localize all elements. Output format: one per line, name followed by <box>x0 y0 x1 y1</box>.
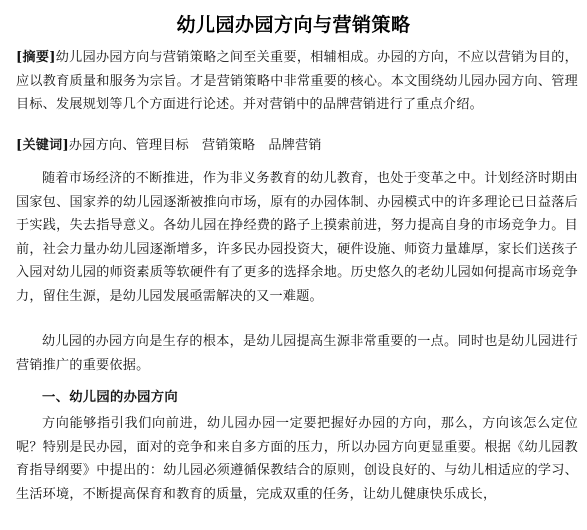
abstract-label: [摘要] <box>16 50 56 65</box>
keywords-label: [关键词] <box>16 138 69 153</box>
keyword-item: 品牌营销 <box>268 138 322 153</box>
document-title: 幼儿园办园方向与营销策略 <box>176 14 411 36</box>
body-paragraph: 幼儿园的办园方向是生存的根本，是幼儿园提高生源非常重要的一点。同时也是幼儿园进行营销推广的重要依据。 <box>16 334 578 373</box>
abstract-paragraph <box>16 46 578 117</box>
body-paragraph: 随着市场经济的不断推进，作为非义务教育的幼儿教育，也处于变革之中。计划经济时期由国家包、国家养的幼儿园逐渐被推向市场，原有的办园体制、办园模式中的许多理论已日益落后于实践，失去指导意义。各幼儿园在挣经费的路子上摸索前进，努力提高自身的市场竞争力。目前，社会力量办幼儿园逐渐增多，许多民办园投资大，硬件设施、师资力量雄厚，家长们送孩子入园对幼儿园的师资素质等软硬件有了更多的选择余地。历史悠久的老幼儿园如何提高市场竞争力，留住生源，是幼儿园发展亟需解决的又一难题。 <box>16 171 578 304</box>
keyword-item: 办园方向、管理目标 <box>68 138 190 153</box>
keyword-item: 营销策略 <box>202 138 256 153</box>
section-body-paragraph: 方向能够指引我们向前进，幼儿园办园一定要把握好办园的方向，那么，方向该怎么定位呢？特别是民办园，面对的竞争和来自多方面的压力，所以办园方向更显重要。根据《幼儿园教育指导纲要》中提出的：幼儿园必须遵循保教结合的原则，创设良好的、与幼儿相适应的学习、生活环境，不断提高保育和教育的质量，完成双重的任务，让幼儿健康快乐成长， <box>16 416 578 502</box>
keywords-line <box>16 134 578 158</box>
section-heading: 一、幼儿园的办园方向 <box>42 390 178 405</box>
abstract-text: 幼儿园办园方向与营销策略之间至关重要，相辅相成。办园的方向，不应以营销为目的，应以教育质量和服务为宗旨。才是营销策略中非常重要的核心。本文围绕幼儿园办园方向、管理目标、发展规划等几个方面进行论述。并对营销中的品牌营销进行了重点介绍。 <box>16 50 579 112</box>
